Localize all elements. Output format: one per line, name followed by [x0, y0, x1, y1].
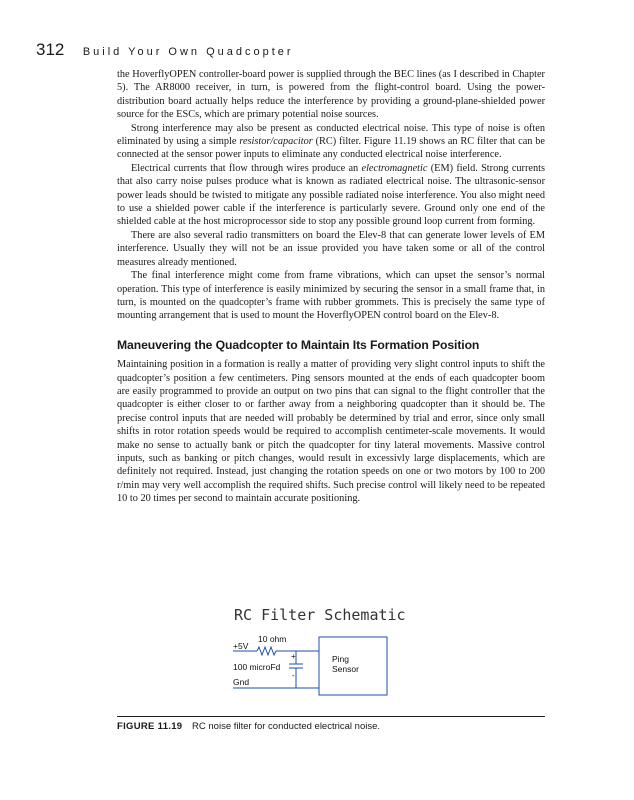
body-text — [117, 68, 545, 506]
rc-filter-schematic — [231, 603, 437, 704]
text-run: Strong interference may also be present as conducted electrical noise. This type of noise is often eliminated by using a simple — [117, 122, 545, 148]
sensor-label-line1: Ping — [332, 654, 350, 664]
resistor-label: 10 ohm — [258, 634, 287, 644]
paragraph: There are also several radio transmitters on board the Elev-8 that can generate lower levels of EM interference. Usually they will not be an issue provided you have taken some or all of the control measures already mentioned. — [117, 229, 545, 268]
paragraph — [117, 122, 545, 162]
section-heading: Maneuvering the Quadcopter to Maintain Its Formation Position — [117, 337, 480, 352]
book-title: Build Your Own Quadcopter — [82, 46, 294, 58]
capacitor-label: 100 microFd — [233, 662, 281, 672]
page-number: 312 — [36, 40, 65, 59]
text-run: (RC) filter. Figure 11.19 shows an RC filter that can be connected at the sensor power inputs to eliminate any conducted electrical noise interference. — [117, 136, 545, 161]
paragraph — [117, 162, 545, 229]
ground-label: Gnd — [233, 677, 250, 687]
sensor-label-line2: Sensor — [332, 664, 359, 674]
text-run: (EM) field. Strong currents that also carry noise pulses produce what is known as radiated electrical noise. The ultrasonic-sensor power leads should be twisted to mitigate any possible radiated noise interference. You also might need to use a shielded power cable if the interference is particularly severe. Ground only one end of the shielded cable at the host microprocessor side to stop any possible ground loop current from forming. — [117, 162, 546, 228]
emphasis: electromagnetic — [361, 162, 428, 174]
schematic-title: RC Filter Schematic — [234, 606, 406, 624]
text-run: Electrical currents that flow through wires produce an — [131, 162, 362, 174]
plus-label: + — [291, 652, 296, 661]
caption-rule — [117, 716, 545, 717]
running-head — [36, 40, 294, 60]
paragraph: the HoverflyOPEN controller-board power is supplied through the BEC lines (as I described in Chapter 5). The AR8000 receiver, in turn, is powered from the flight-control board. Using the power-distribution board actually helps reduce the interference by providing a ground-plane-shielded power source for the ESCs, which are primary potential noise sources. — [117, 69, 545, 121]
resistor-symbol — [257, 647, 276, 655]
paragraph: Maintaining position in a formation is really a matter of providing very slight control inputs to shift the quadcopter’s position a few centimeters. Ping sensors mounted at the ends of each quadcopter boom are easily programmed to provide an output on two pins that can signal to the flight controller that the quadcopter is either closer to or farther away from a neighboring quadcopter than it should be. The precise control inputs that are needed will probably be determined by trial and error, since only small shifts in rotor rotation speeds would be required to accomplish centimeter-scale movements. It would make no sense to actually bank or pitch the quadcopter for tiny lateral movements. Massive control inputs, such as banking or pitch changes, would result in excessivly large displacements, which are definitely not required. Instead, just changing the rotation speeds on one or two motors by 100 to 200 r/min may very well accomplish the required shifts. Such precise control will likely need to be repeated 10 to 20 times per second to maintain accurate positioning. — [117, 359, 545, 505]
figure-caption — [117, 721, 380, 732]
caption-label: FIGURE 11.19 — [117, 721, 183, 732]
supply-label: +5V — [233, 641, 249, 651]
paragraph: The final interference might come from frame vibrations, which can upset the sensor’s normal operation. This type of interference is easily minimized by securing the sensor in a small frame that, in turn, is mounted on the quadcopter’s frame with rubber grommets. This is precisely the same type of mounting arrangement that is used to mount the HoverflyOPEN control board on the Elev-8. — [117, 270, 545, 322]
minus-label: - — [292, 671, 295, 680]
caption-text: RC noise filter for conducted electrical noise. — [192, 721, 381, 732]
emphasis: resistor/capacitor — [239, 136, 313, 148]
